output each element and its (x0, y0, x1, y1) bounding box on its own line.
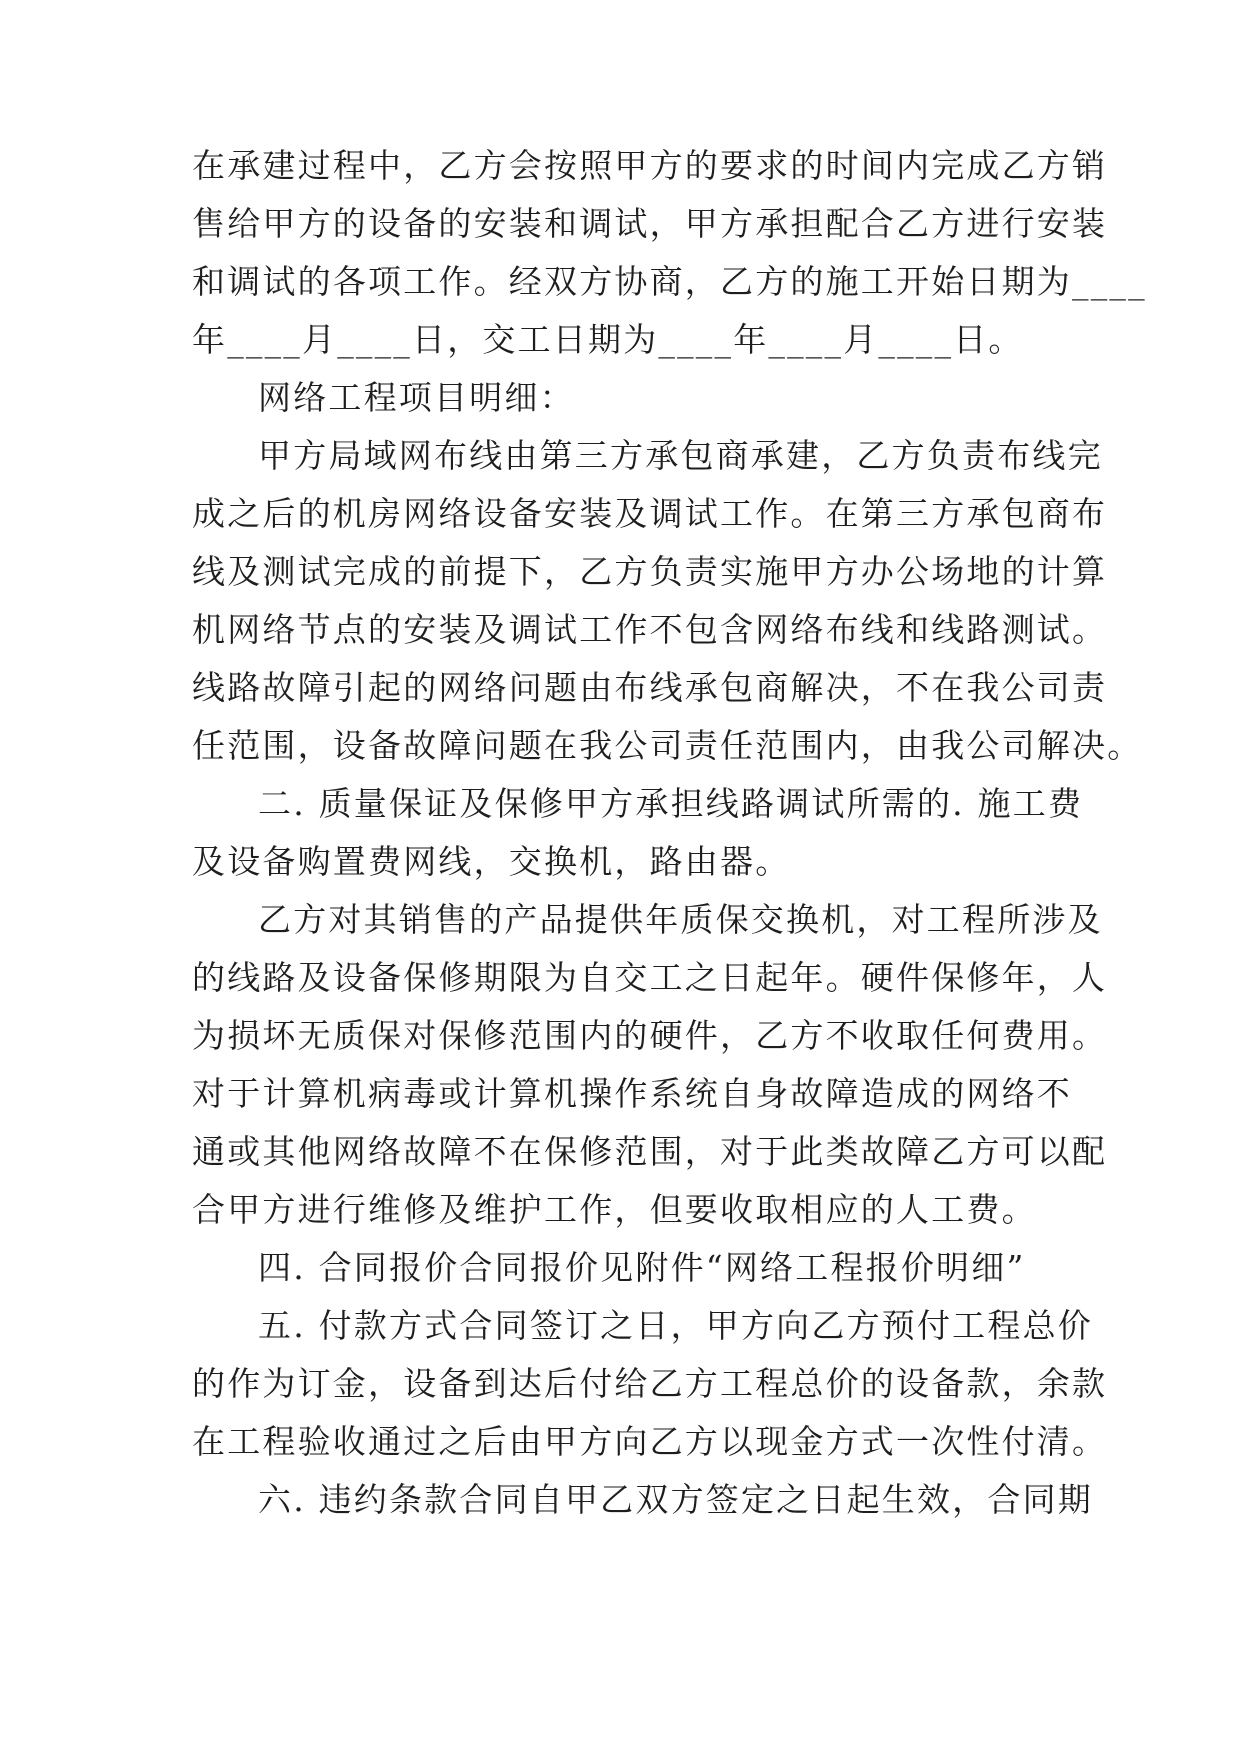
text-line: 对于计算机病毒或计算机操作系统自身故障造成的网络不 (192, 1074, 1072, 1113)
text-line: 线及测试完成的前提下，乙方负责实施甲方办公场地的计算 (192, 552, 1108, 591)
text-line: 成之后的机房网络设备安装及调试工作。在第三方承包商布 (192, 494, 1108, 533)
text-line: 合甲方进行维修及维护工作，但要收取相应的人工费。 (192, 1190, 1037, 1229)
text-line: 的作为订金，设备到达后付给乙方工程总价的设备款，余款 (192, 1364, 1108, 1403)
text-line: 年____月____日，交工日期为____年____月____日。 (192, 320, 1024, 359)
text-line: 和调试的各项工作。经双方协商，乙方的施工开始日期为____ (192, 262, 1147, 301)
text-line: 五. 付款方式合同签订之日，甲方向乙方预付工程总价 (258, 1306, 1093, 1345)
text-line: 及设备购置费网线，交换机，路由器。 (192, 842, 791, 881)
text-line: 线路故障引起的网络问题由布线承包商解决，不在我公司责 (192, 668, 1108, 707)
text-line: 通或其他网络故障不在保修范围，对于此类故障乙方可以配 (192, 1132, 1108, 1171)
text-line: 六. 违约条款合同自甲乙双方签定之日起生效，合同期 (258, 1480, 1093, 1519)
text-line: 任范围，设备故障问题在我公司责任范围内，由我公司解决。 (192, 726, 1143, 765)
text-line: 四. 合同报价合同报价见附件“网络工程报价明细” (258, 1248, 1026, 1287)
text-line: 乙方对其销售的产品提供年质保交换机，对工程所涉及 (258, 900, 1103, 939)
text-line: 甲方局域网布线由第三方承包商承建，乙方负责布线完 (258, 436, 1103, 475)
text-line: 机网络节点的安装及调试工作不包含网络布线和线路测试。 (192, 610, 1108, 649)
text-line: 在工程验收通过之后由甲方向乙方以现金方式一次性付清。 (192, 1422, 1108, 1461)
text-line: 二. 质量保证及保修甲方承担线路调试所需的. 施工费 (258, 784, 1084, 823)
text-line: 在承建过程中，乙方会按照甲方的要求的时间内完成乙方销 (192, 146, 1108, 185)
text-line: 售给甲方的设备的安装和调试，甲方承担配合乙方进行安装 (192, 204, 1108, 243)
text-line: 的线路及设备保修期限为自交工之日起年。硬件保修年，人 (192, 958, 1108, 997)
section-heading: 网络工程项目明细： (258, 378, 575, 417)
text-line: 为损坏无质保对保修范围内的硬件，乙方不收取任何费用。 (192, 1016, 1108, 1055)
